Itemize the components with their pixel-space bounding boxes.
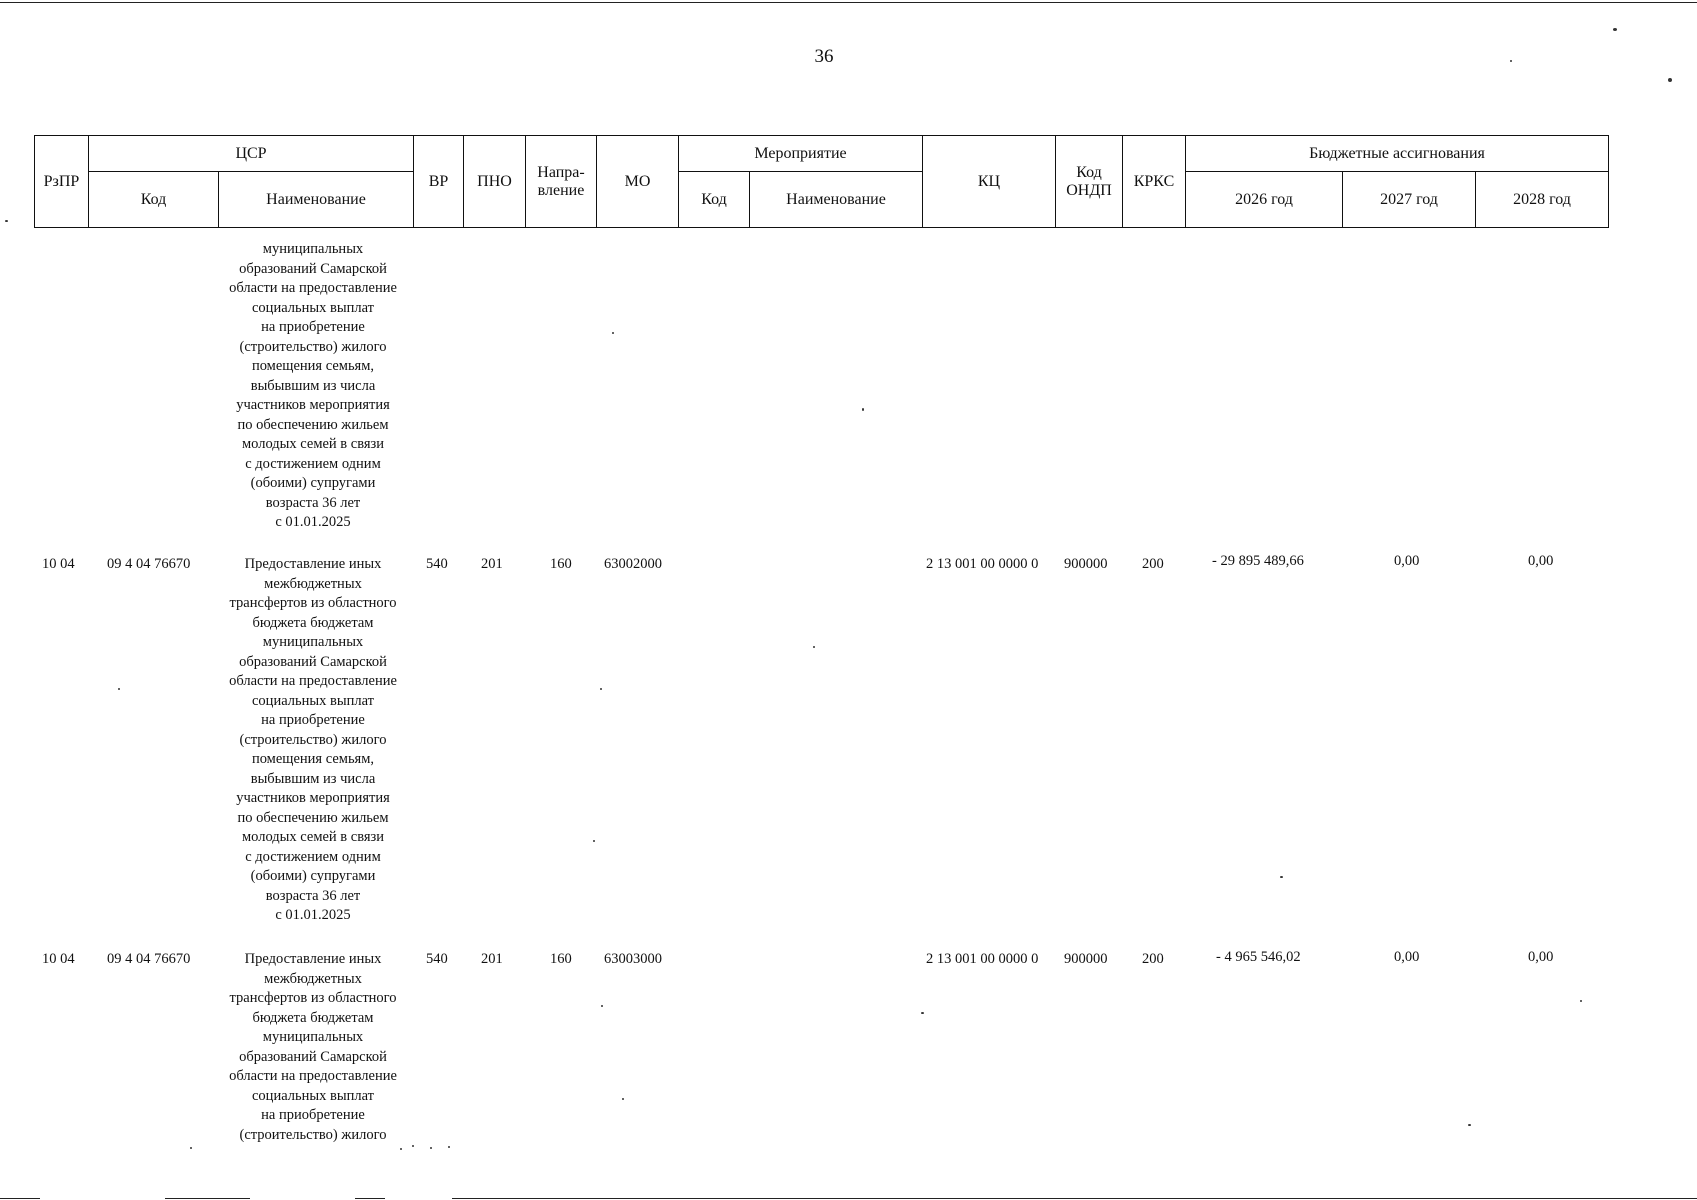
row-direction: 160 (550, 951, 572, 967)
top-scan-edge (0, 2, 1697, 3)
row-name: Предоставление иных межбюджетных трансфертов из областного бюджета бюджетам муниципальных образований Самарской области на предоставление социальных выплат на приобретение (строительство) жилого помещения семьям, выбывшим из числа участников мероприятия по обеспечению жильем молодых семей в связи с достижением одним (обоими) супругами возраста 36 лет с 01.01.2025 (229, 556, 397, 923)
row-csr-code: 09 4 04 76670 (107, 951, 191, 967)
scan-speck (190, 1147, 192, 1149)
table-header (34, 135, 1609, 228)
header-year-2028: 2028 год (1476, 172, 1609, 228)
scan-speck (1580, 1000, 1582, 1002)
header-mo: МО (597, 136, 679, 228)
bottom-scan-edge (165, 1198, 250, 1199)
scan-speck (1510, 60, 1512, 62)
scan-speck (448, 1146, 450, 1148)
row-kc: 2 13 001 00 0000 0 (926, 951, 1039, 967)
bottom-scan-edge (0, 1198, 40, 1199)
scan-speck (612, 332, 614, 334)
row-y2028: 0,00 (1528, 553, 1554, 569)
row-direction: 160 (550, 556, 572, 572)
header-budget: Бюджетные ассигнования (1186, 136, 1609, 172)
row-y2028: 0,00 (1528, 949, 1554, 965)
header-event-name: Наименование (750, 172, 923, 228)
header-pno: ПНО (464, 136, 526, 228)
scan-speck (622, 1098, 624, 1100)
header-csr-code: Код (89, 172, 219, 228)
scan-speck (1468, 1124, 1471, 1126)
header-direction: Напра- вление (526, 136, 597, 228)
header-rzpr: РзПР (35, 136, 89, 228)
scan-speck (601, 1005, 603, 1007)
scan-speck (5, 220, 8, 222)
row-pno: 201 (481, 556, 503, 572)
row-ondp: 900000 (1064, 556, 1108, 572)
header-csr-name: Наименование (219, 172, 414, 228)
header-year-2027: 2027 год (1343, 172, 1476, 228)
page-number: 36 (814, 46, 834, 67)
scan-speck (813, 646, 815, 648)
row-y2026: - 29 895 489,66 (1212, 553, 1304, 569)
row-name: Предоставление иных межбюджетных трансфертов из областного бюджета бюджетам муниципальных образований Самарской области на предоставление социальных выплат на приобретение (строительство) жилого (229, 951, 397, 1143)
header-csr: ЦСР (89, 136, 414, 172)
row-rzpr: 10 04 (42, 556, 75, 572)
header-krks: КРКС (1123, 136, 1186, 228)
row-y2027: 0,00 (1394, 553, 1420, 569)
header-kc: КЦ (923, 136, 1056, 228)
row-vr: 540 (426, 556, 448, 572)
row-mo: 63002000 (604, 556, 662, 572)
row-pno: 201 (481, 951, 503, 967)
row-vr: 540 (426, 951, 448, 967)
row-rzpr: 10 04 (42, 951, 75, 967)
scan-speck (400, 1148, 402, 1150)
scan-speck (921, 1012, 924, 1014)
scan-speck (118, 688, 120, 690)
scan-speck (862, 408, 864, 411)
scan-speck (412, 1145, 414, 1147)
scan-speck (593, 840, 595, 842)
header-event: Мероприятие (679, 136, 923, 172)
bottom-scan-edge (452, 1198, 1697, 1199)
continuation-text: муниципальных образований Самарской области на предоставление социальных выплат на приобретение (строительство) жилого помещения семьям, выбывшим из числа участников мероприятия по обеспечению жильем молодых семей в связи с достижением одним (обоими) супругами возраста 36 лет с 01.01.2025 (229, 241, 397, 530)
row-krks: 200 (1142, 556, 1164, 572)
bottom-scan-edge (355, 1198, 385, 1199)
row-mo: 63003000 (604, 951, 662, 967)
row-y2027: 0,00 (1394, 949, 1420, 965)
row-y2026: - 4 965 546,02 (1216, 949, 1301, 965)
scan-speck (430, 1147, 432, 1149)
row-kc: 2 13 001 00 0000 0 (926, 556, 1039, 572)
header-year-2026: 2026 год (1186, 172, 1343, 228)
row-csr-code: 09 4 04 76670 (107, 556, 191, 572)
scan-speck (1280, 876, 1283, 878)
row-ondp: 900000 (1064, 951, 1108, 967)
header-vr: ВР (414, 136, 464, 228)
scan-speck (1668, 78, 1672, 82)
row-krks: 200 (1142, 951, 1164, 967)
scan-speck (600, 688, 602, 690)
scan-speck (1613, 28, 1617, 31)
header-event-code: Код (679, 172, 750, 228)
header-ondp: Код ОНДП (1056, 136, 1123, 228)
